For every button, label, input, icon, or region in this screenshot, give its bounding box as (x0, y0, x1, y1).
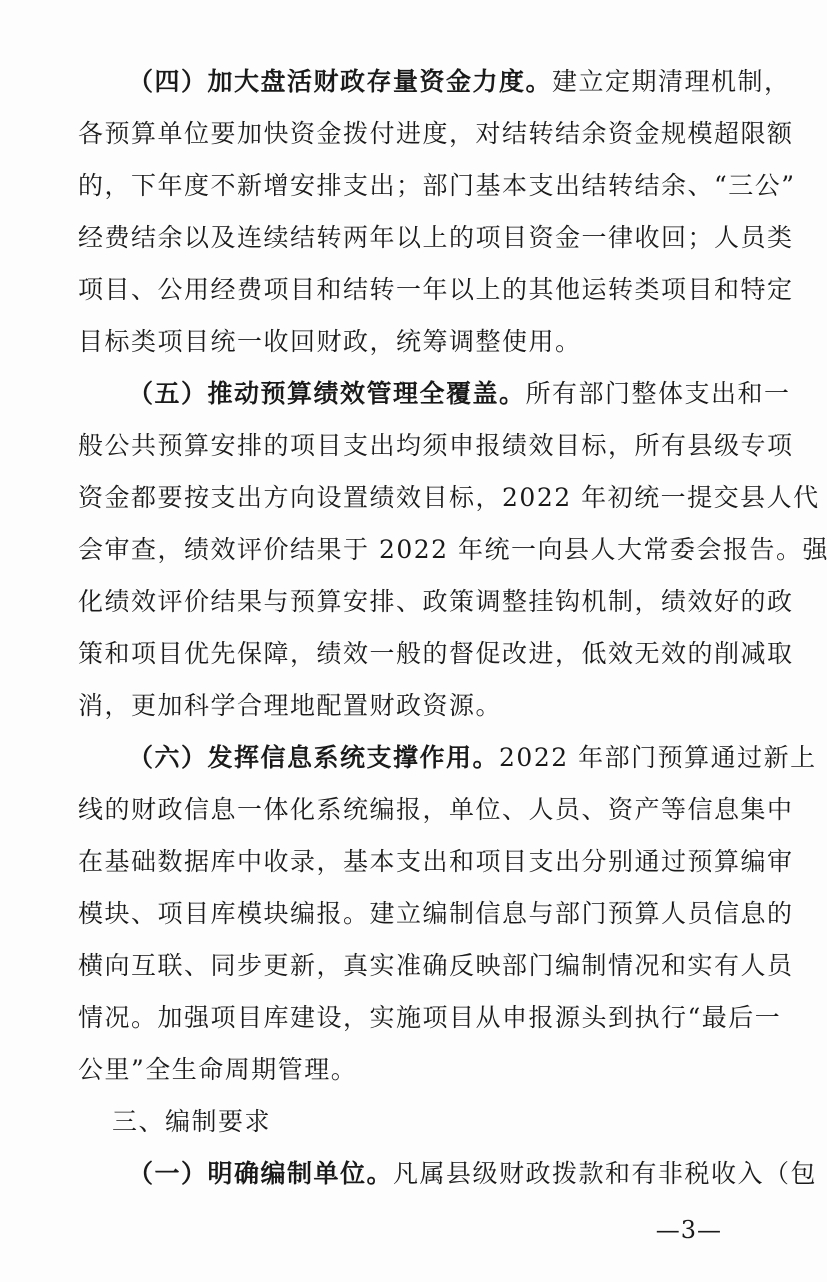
section-5-line: 般公共预算安排的项目支出均须申报绩效目标，所有县级专项 (78, 431, 794, 460)
section-6-line: 线的财政信息一体化系统编报，单位、人员、资产等信息集中 (78, 795, 794, 824)
section-5-heading: （五）推动预算绩效管理全覆盖。 (128, 379, 526, 408)
section-6-line: 公里”全生命周期管理。 (78, 1055, 358, 1084)
section-4-first-line (128, 62, 791, 102)
section-5-line: 策和项目优先保障，绩效一般的督促改进，低效无效的削减取 (78, 639, 794, 668)
section-4-line: 目标类项目统一收回财政，统筹调整使用。 (78, 327, 582, 356)
section-5-line: 化绩效评价结果与预算安排、政策调整挂钩机制，绩效好的政 (78, 587, 794, 616)
section-6-line: 情况。加强项目库建设，实施项目从申报源头到执行“最后一 (78, 1003, 782, 1032)
section-5-lead: 所有部门整体支出和一 (525, 379, 791, 408)
final-first-line (128, 1154, 818, 1194)
section-4-lead: 建立定期清理机制， (552, 67, 791, 96)
section-5-line: 会审查，绩效评价结果于 2022 年统一向县人大常委会报告。强 (78, 535, 829, 564)
section-4-line: 经费结余以及连续结转两年以上的项目资金一律收回；人员类 (78, 223, 794, 252)
final-heading: （一）明确编制单位。 (128, 1159, 394, 1188)
section-4-line: 的，下年度不新增安排支出；部门基本支出结转结余、“三公” (78, 171, 796, 200)
section-title: 三、编制要求 (112, 1107, 272, 1136)
section-6-heading: （六）发挥信息系统支撑作用。 (128, 743, 500, 772)
section-4-line: 各预算单位要加快资金拨付进度，对结转结余资金规模超限额 (78, 119, 794, 148)
section-4-line: 项目、公用经费项目和结转一年以上的其他运转类项目和特定 (78, 275, 794, 304)
section-5-line: 消，更加科学合理地配置财政资源。 (78, 691, 503, 720)
section-6-lead: 2022 年部门预算通过新上 (499, 743, 817, 772)
section-5-line: 资金都要按支出方向设置绩效目标，2022 年初统一提交县人代 (78, 483, 820, 512)
section-5-first-line (128, 374, 791, 414)
section-6-line: 模块、项目库模块编报。建立编制信息与部门预算人员信息的 (78, 899, 794, 928)
section-6-first-line (128, 738, 817, 778)
section-4-heading: （四）加大盘活财政存量资金力度。 (128, 67, 553, 96)
section-6-line: 横向互联、同步更新，真实准确反映部门编制情况和实有人员 (78, 951, 794, 980)
page-number: —3— (655, 1216, 722, 1244)
final-lead: 凡属县级财政拨款和有非税收入（包 (393, 1159, 818, 1188)
section-6-line: 在基础数据库中收录，基本支出和项目支出分别通过预算编审 (78, 847, 794, 876)
